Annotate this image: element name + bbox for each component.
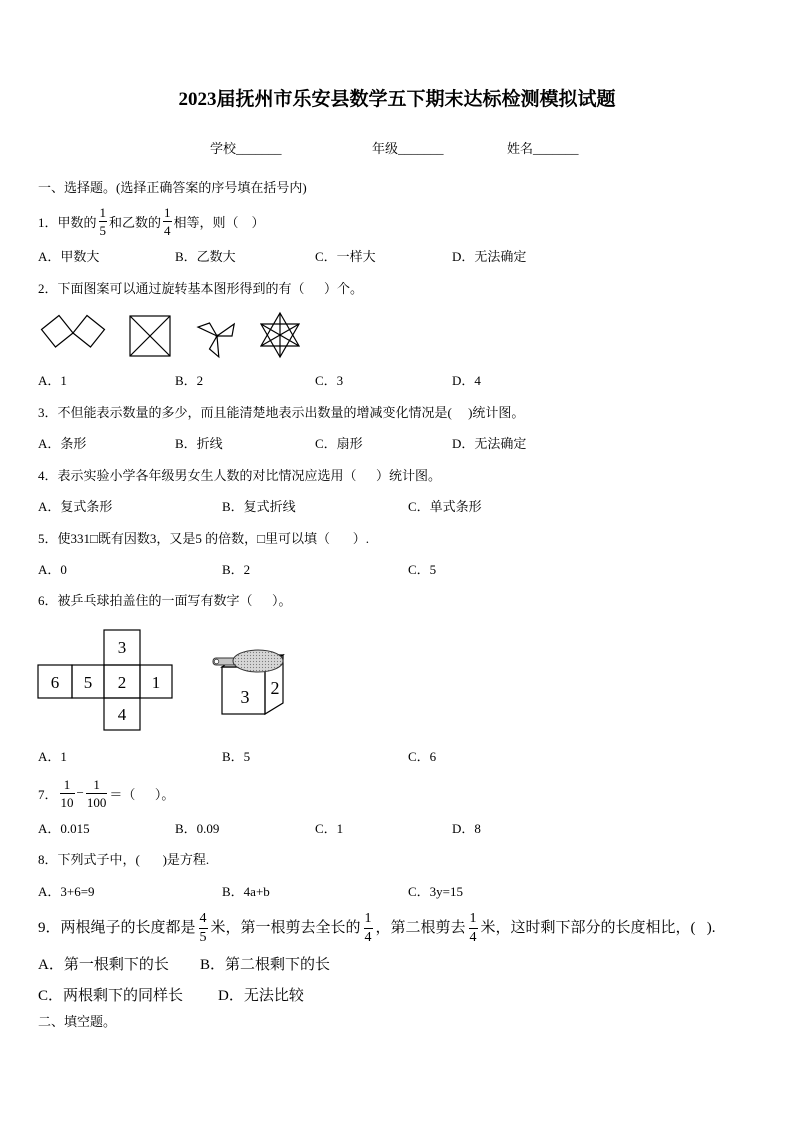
net-number-bottom: 4 (117, 705, 127, 724)
question-7-option-d: D．8 (452, 821, 481, 836)
fraction-numerator: 1 (93, 776, 100, 792)
question-6-option-c: C．6 (408, 749, 437, 764)
cube-net-figure (0, 620, 200, 740)
minus-sign: − (76, 785, 84, 800)
figure-hexagram (261, 313, 299, 357)
fraction-denominator: 4 (164, 222, 171, 238)
question-1-text-start: 1．甲数的 (38, 214, 97, 230)
figure-pinwheel (198, 323, 234, 357)
question-7-option-b: B．0.09 (175, 821, 220, 836)
question-9-option-b: B．第二根剩下的长 (200, 957, 331, 973)
question-7-text-end: ＝（ ）。 (109, 786, 175, 802)
question-2-option-b: B．2 (175, 373, 204, 388)
net-number-row-2: 5 (83, 673, 93, 692)
question-7-number: 7． (38, 786, 58, 802)
question-3-option-d: D．无法确定 (452, 436, 527, 451)
net-number-row-1: 6 (50, 673, 60, 692)
net-number-row-4: 1 (151, 673, 161, 692)
fraction-denominator: 5 (199, 929, 207, 945)
name-field: 姓名_______ (507, 141, 579, 156)
fraction-denominator: 4 (469, 929, 477, 945)
cube-with-paddle-figure (200, 640, 300, 720)
question-6-option-b: B．5 (222, 749, 251, 764)
fraction-numerator: 4 (199, 910, 207, 926)
tilted-square-left (42, 316, 74, 348)
fraction-1 (60, 778, 75, 809)
question-8-option-b: B．4a+b (222, 884, 270, 899)
question-1-option-d: D．无法确定 (452, 249, 527, 264)
question-1-option-b: B．乙数大 (175, 249, 236, 264)
question-2-figures (0, 300, 320, 370)
question-1-text-mid: 和乙数的 (109, 214, 162, 230)
cube-right-number: 2 (270, 678, 280, 698)
question-6-text: 6．被乒乓球拍盖住的一面写有数字（ ）。 (38, 593, 292, 608)
school-field: 学校_______ (210, 141, 282, 156)
page-title: 2023届抚州市乐安县数学五下期末达标检测模拟试题 (178, 89, 616, 110)
question-7-option-a: A．0.015 (38, 821, 90, 836)
fraction-1 (199, 912, 208, 945)
fraction-denominator: 100 (86, 794, 107, 810)
pinwheel-blade (210, 336, 219, 357)
question-9-option-a: A．第一根剩下的长 (38, 957, 169, 973)
question-1 (38, 205, 265, 237)
question-4-text: 4．表示实验小学各年级男女生人数的对比情况应选用（ ）统计图。 (38, 468, 442, 483)
fraction-2 (364, 912, 373, 945)
question-4-option-c: C．单式条形 (408, 499, 482, 514)
figure-two-squares (42, 316, 105, 348)
question-9-text-4: 米，这时剩下部分的长度相比，( ). (480, 920, 716, 936)
question-8-option-a: A．3+6=9 (38, 884, 95, 899)
net-number-row-3: 2 (117, 673, 127, 692)
question-9 (38, 911, 716, 945)
question-7-option-c: C．1 (315, 821, 344, 836)
fraction-1 (99, 206, 108, 237)
fraction-2 (86, 778, 108, 809)
figure-square-with-diagonals (130, 316, 170, 356)
question-1-option-a: A．甲数大 (38, 249, 100, 264)
question-8-text: 8．下列式子中，( )是方程. (38, 852, 210, 867)
fraction-numerator: 1 (364, 910, 372, 926)
question-3-text: 3．不但能表示数量的多少，而且能清楚地表示出数量的增减变化情况是( )统计图。 (38, 405, 525, 420)
question-7 (38, 777, 174, 809)
cube-front-number: 3 (240, 687, 250, 707)
question-4-option-b: B．复式折线 (222, 499, 296, 514)
section-2-heading: 二、填空题。 (38, 1014, 117, 1029)
question-9-text-2: 米，第一根剪去全长的 (210, 920, 361, 936)
fraction-denominator: 5 (99, 222, 107, 238)
fraction-numerator: 1 (63, 776, 71, 792)
grade-field: 年级_______ (372, 141, 444, 156)
question-8-option-c: C．3y=15 (408, 884, 464, 899)
question-5-option-b: B．2 (222, 562, 251, 577)
tilted-square-right (73, 316, 105, 348)
question-5-option-a: A．0 (38, 562, 67, 577)
question-9-text-1: 9．两根绳子的长度都是 (38, 920, 196, 936)
question-3-option-a: A．条形 (38, 436, 87, 451)
net-number-top: 3 (117, 638, 127, 657)
fraction-3 (469, 912, 478, 945)
fraction-numerator: 1 (469, 910, 477, 926)
fraction-denominator: 10 (60, 794, 74, 810)
question-3-option-b: B．折线 (175, 436, 223, 451)
pinwheel-blade (198, 323, 217, 336)
question-9-text-3: ，第二根剪去 (375, 920, 466, 936)
question-9-option-d: D．无法比较 (218, 988, 304, 1004)
question-2-option-c: C．3 (315, 373, 344, 388)
question-9-option-c: C．两根剩下的同样长 (38, 988, 184, 1004)
question-5-text: 5．使331□既有因数3，又是5 的倍数，□里可以填（ ）. (38, 531, 369, 546)
pinwheel-blade (217, 324, 234, 336)
question-2-text: 2．下面图案可以通过旋转基本图形得到的有（ ）个。 (38, 281, 364, 296)
question-2-option-a: A．1 (38, 373, 67, 388)
question-1-option-c: C．一样大 (315, 249, 376, 264)
fraction-denominator: 4 (364, 929, 372, 945)
fraction-numerator: 1 (99, 204, 107, 220)
question-5-option-c: C．5 (408, 562, 437, 577)
question-6-option-a: A．1 (38, 749, 67, 764)
ping-pong-paddle (233, 650, 283, 672)
question-3-option-c: C．扇形 (315, 436, 363, 451)
question-2-option-d: D．4 (452, 373, 481, 388)
fraction-numerator: 1 (164, 204, 171, 220)
section-1-heading: 一、选择题。(选择正确答案的序号填在括号内) (38, 180, 307, 195)
question-1-text-end: 相等，则（ ） (173, 214, 265, 230)
paddle-handle-end (214, 659, 219, 664)
question-4-option-a: A．复式条形 (38, 499, 113, 514)
fraction-2 (163, 206, 172, 237)
